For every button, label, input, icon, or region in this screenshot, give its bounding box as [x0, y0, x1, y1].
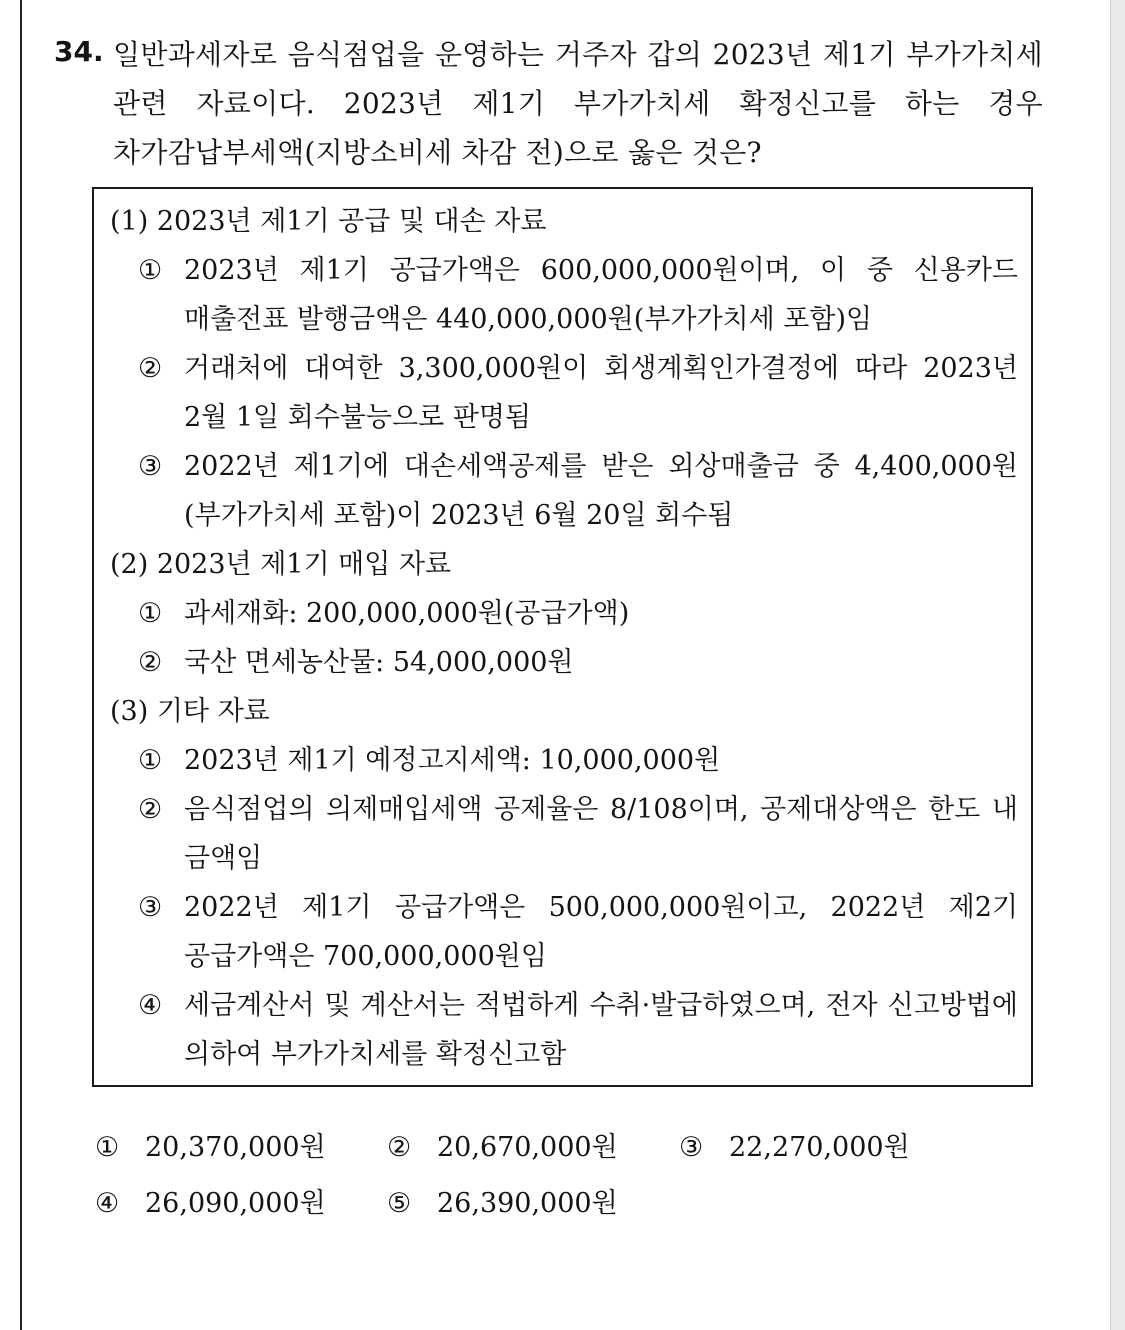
item-text: 2023년 제1기 공급가액은 600,000,000원이며, 이 중 신용카드 매출전표 발행금액은 440,000,000원(부가가치세 포함)임	[184, 255, 1018, 335]
choice-marker: ④	[95, 1188, 120, 1219]
list-item	[138, 589, 1018, 638]
item-marker: ①	[138, 745, 163, 776]
data-box	[92, 187, 1033, 1087]
list-item	[138, 344, 1018, 442]
list-item	[138, 638, 1018, 687]
item-text: 거래처에 대여한 3,300,000원이 회생계획인가결정에 따라 2023년 2월 1일 회수불능으로 판명됨	[184, 353, 1018, 433]
answer-row	[95, 1176, 995, 1232]
item-marker: ①	[138, 598, 163, 629]
item-marker: ②	[138, 794, 163, 825]
choice-value: 20,670,000원	[437, 1132, 618, 1163]
item-text: 2022년 제1기에 대손세액공제를 받은 외상매출금 중 4,400,000원 (부가가치세 포함)이 2023년 6월 20일 회수됨	[184, 451, 1018, 531]
list-item	[138, 442, 1018, 540]
item-text: 2022년 제1기 공급가액은 500,000,000원이고, 2022년 제2기 공급가액은 700,000,000원임	[184, 892, 1018, 972]
choice-value: 22,270,000원	[729, 1132, 910, 1163]
list-item	[138, 981, 1018, 1079]
list-item	[138, 736, 1018, 785]
item-marker: ②	[138, 353, 163, 384]
section-title: (2) 2023년 제1기 매입 자료	[110, 549, 452, 580]
page-margin-rule	[20, 0, 22, 1330]
item-marker: ③	[138, 892, 163, 923]
item-text: 세금계산서 및 계산서는 적법하게 수취·발급하였으며, 전자 신고방법에 의하여 부가가치세를 확정신고함	[184, 990, 1018, 1070]
choice-marker: ⑤	[387, 1188, 412, 1219]
question-number: 34.	[54, 35, 104, 68]
choice-value: 26,390,000원	[437, 1188, 618, 1219]
choice-value: 20,370,000원	[145, 1132, 326, 1163]
answer-choices	[95, 1120, 995, 1232]
page-gutter	[1110, 0, 1125, 1330]
item-text: 국산 면세농산물: 54,000,000원	[184, 647, 574, 678]
section-supply-bad-debt	[110, 197, 1018, 540]
question-stem: 일반과세자로 음식점업을 운영하는 거주자 갑의 2023년 제1기 부가가치세 관련 자료이다. 2023년 제1기 부가가치세 확정신고를 하는 경우 차가감납부세액(지방소비세 차감 전)으로 옳은 것은?	[113, 38, 1043, 169]
choice-value: 26,090,000원	[145, 1188, 326, 1219]
item-text: 2023년 제1기 예정고지세액: 10,000,000원	[184, 745, 721, 776]
section-other	[110, 687, 1018, 1079]
item-marker: ②	[138, 647, 163, 678]
answer-choice-2[interactable]	[387, 1120, 679, 1176]
list-item	[138, 883, 1018, 981]
list-item	[138, 785, 1018, 883]
item-text: 음식점업의 의제매입세액 공제율은 8/108이며, 공제대상액은 한도 내 금액임	[184, 794, 1018, 874]
choice-marker: ③	[679, 1132, 704, 1163]
list-item	[138, 246, 1018, 344]
answer-choice-4[interactable]	[95, 1176, 387, 1232]
item-marker: ③	[138, 451, 163, 482]
item-text: 과세재화: 200,000,000원(공급가액)	[184, 598, 630, 629]
choice-marker: ②	[387, 1132, 412, 1163]
choice-marker: ①	[95, 1132, 120, 1163]
answer-row	[95, 1120, 995, 1176]
answer-choice-3[interactable]	[679, 1120, 971, 1176]
item-marker: ④	[138, 990, 163, 1021]
section-purchase	[110, 540, 1015, 687]
section-title: (3) 기타 자료	[110, 696, 270, 727]
answer-choice-1[interactable]	[95, 1120, 387, 1176]
answer-choice-5[interactable]	[387, 1176, 679, 1232]
item-marker: ①	[138, 255, 163, 286]
section-title: (1) 2023년 제1기 공급 및 대손 자료	[110, 206, 547, 237]
